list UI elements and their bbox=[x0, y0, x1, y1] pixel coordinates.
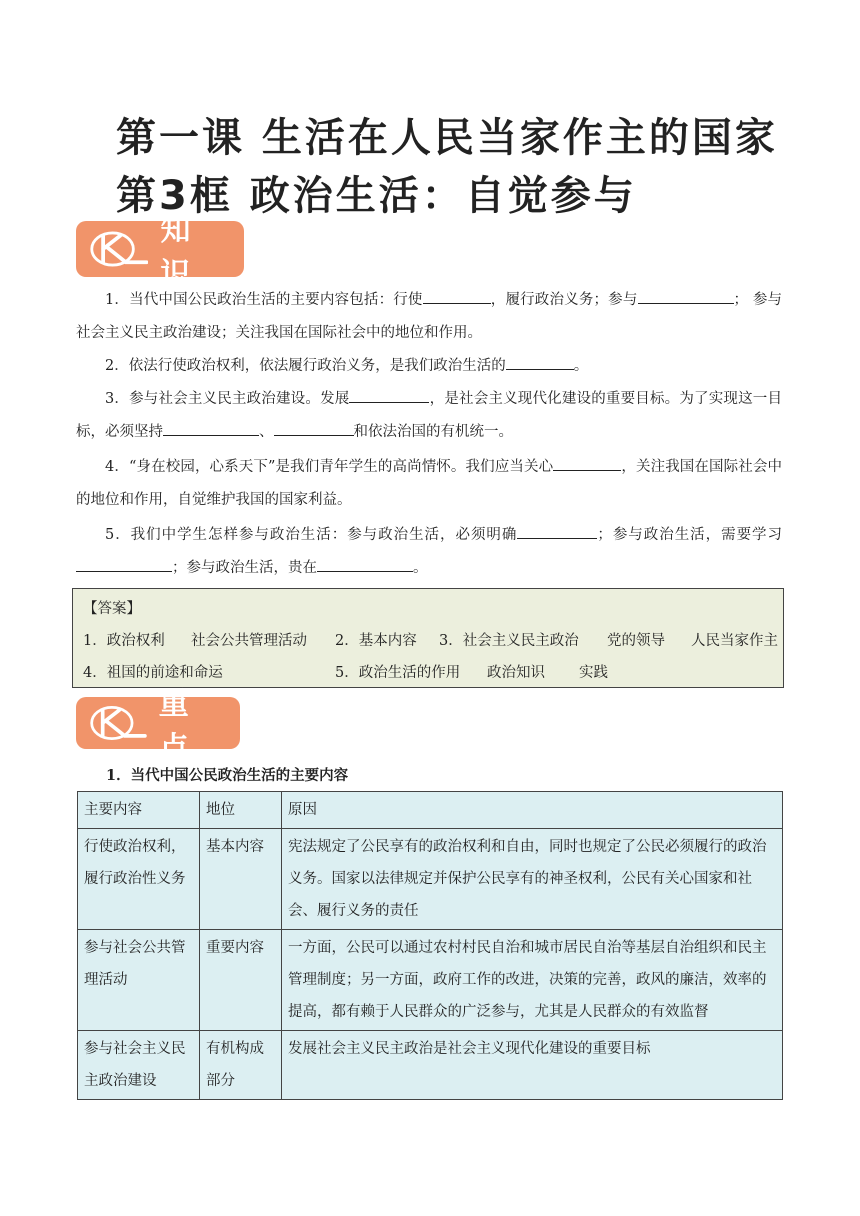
k-logo-icon bbox=[88, 227, 148, 271]
table-header-cell: 原因 bbox=[282, 792, 783, 829]
fill-blank bbox=[553, 456, 621, 471]
knowledge-badge-label: 知 识 bbox=[160, 213, 197, 292]
table-cell: 一方面，公民可以通过农村村民自治和城市居民自治等基层自治组织和民主管理制度；另一方面，政府工作的改进，决策的完善，政风的廉洁，效率的提高，都有赖于人民群众的广泛参与，尤其是人民群众的有效监督 bbox=[282, 930, 783, 1031]
table-header-cell: 主要内容 bbox=[78, 792, 200, 829]
table-row bbox=[78, 930, 783, 1031]
key-points-badge-label: 重 点 bbox=[158, 687, 195, 766]
table-cell: 行使政治权利，履行政治性义务 bbox=[78, 829, 200, 930]
table-cell: 参与社会主义民主政治建设 bbox=[78, 1031, 200, 1100]
fill-blank bbox=[638, 289, 734, 304]
fill-blank bbox=[76, 557, 172, 572]
fill-blank bbox=[517, 524, 597, 539]
knowledge-item-3: 3．参与社会主义民主政治建设。发展 ，是社会主义现代化建设的重要目标。为了实现这一目标，必须坚持 、 和依法治国的有机统一。 bbox=[76, 383, 782, 449]
table-cell: 宪法规定了公民享有的政治权利和自由，同时也规定了公民必须履行的政治义务。国家以法律规定并保护公民享有的神圣权利，公民有关心国家和社会、履行义务的责任 bbox=[282, 829, 783, 930]
table-header-cell: 地位 bbox=[200, 792, 282, 829]
page-title-line1: 第一课 生活在人民当家作主的国家 bbox=[116, 115, 778, 161]
table-cell: 发展社会主义民主政治是社会主义现代化建设的重要目标 bbox=[282, 1031, 783, 1100]
fill-blank bbox=[506, 355, 574, 370]
fill-blank bbox=[423, 289, 491, 304]
answer-item: 社会公共管理活动 bbox=[191, 633, 307, 649]
fill-blank bbox=[163, 421, 259, 436]
table-header-row bbox=[78, 792, 783, 829]
knowledge-item-5: 5．我们中学生怎样参与政治生活：参与政治生活，必须明确 ；参与政治生活，需要学习；参与政治生活，贵在 。 bbox=[76, 519, 782, 585]
table-row bbox=[78, 1031, 783, 1100]
key-points-badge bbox=[76, 687, 240, 766]
knowledge-item-2: 2．依法行使政治权利，依法履行政治义务，是我们政治生活的 。 bbox=[76, 350, 782, 383]
fill-blank bbox=[349, 388, 429, 403]
table-cell: 基本内容 bbox=[200, 829, 282, 930]
table-cell: 参与社会公共管理活动 bbox=[78, 930, 200, 1031]
answer-item: 3．社会主义民主政治 bbox=[439, 633, 579, 649]
table-row bbox=[78, 829, 783, 930]
answer-row-1 bbox=[83, 625, 778, 657]
k-logo-icon bbox=[88, 701, 147, 745]
answer-item: 2．基本内容 bbox=[335, 633, 417, 649]
knowledge-item-1: 1．当代中国公民政治生活的主要内容包括：行使 ，履行政治义务；参与 ； 参与社会主义民主政治建设；关注我国在国际社会中的地位和作用。 bbox=[76, 284, 782, 350]
knowledge-item-4: 4．“身在校园，心系天下”是我们青年学生的高尚情怀。我们应当关心 ，关注我国在国际社会中的地位和作用，自觉维护我国的国家利益。 bbox=[76, 451, 782, 517]
fill-blank bbox=[274, 421, 354, 436]
answer-item: 5．政治生活的作用 bbox=[335, 665, 461, 681]
answer-item: 实践 bbox=[579, 665, 608, 681]
answer-heading: 【答案】 bbox=[83, 601, 141, 617]
answer-item: 人民当家作主 bbox=[691, 633, 778, 649]
answer-item: 政治知识 bbox=[487, 665, 545, 681]
table-cell: 重要内容 bbox=[200, 930, 282, 1031]
table-cell: 有机构成部分 bbox=[200, 1031, 282, 1100]
answer-item: 1．政治权利 bbox=[83, 633, 165, 649]
section-heading: 1．当代中国公民政治生活的主要内容 bbox=[106, 767, 349, 784]
answer-box bbox=[72, 588, 784, 688]
content-table bbox=[77, 791, 783, 1100]
answer-item: 党的领导 bbox=[607, 633, 665, 649]
fill-blank bbox=[317, 557, 413, 572]
answer-item: 4．祖国的前途和命运 bbox=[83, 665, 223, 681]
knowledge-badge bbox=[76, 213, 244, 292]
page-title-line2: 第3框 政治生活：自觉参与 bbox=[116, 173, 637, 219]
